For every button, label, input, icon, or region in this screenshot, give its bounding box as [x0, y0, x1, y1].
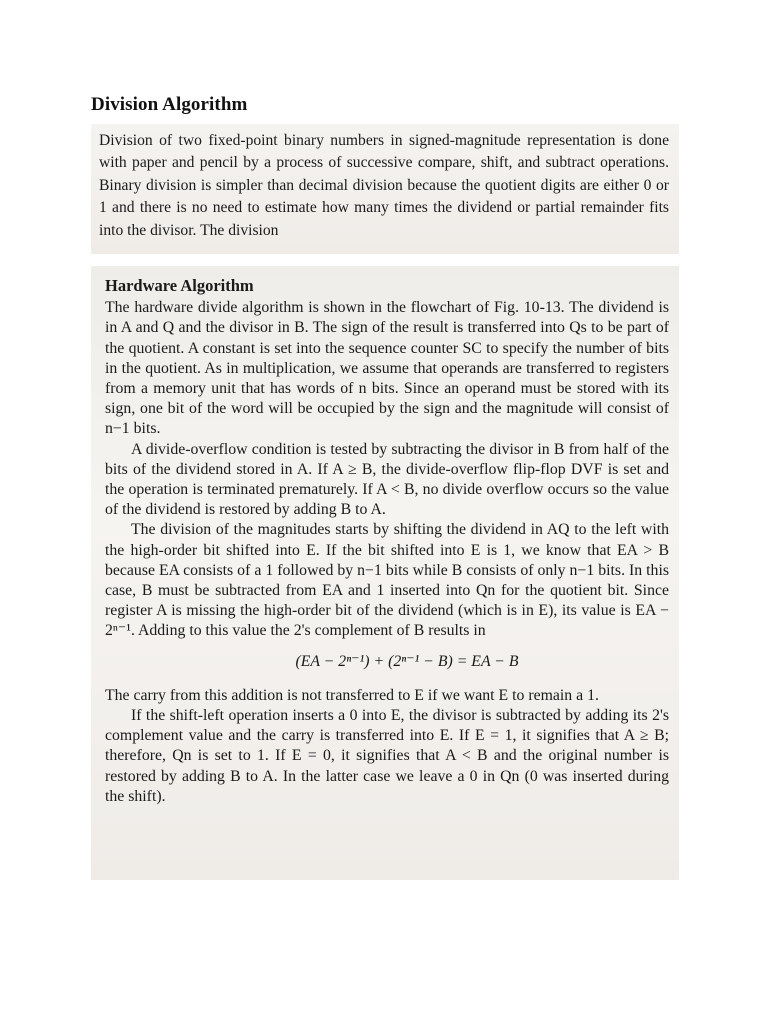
hardware-scan	[91, 266, 679, 880]
intro-paragraph: Division of two fixed-point binary numbers in signed-magnitude representation is done with paper and pencil by a process of successive compare, shift, and subtract operations. Binary division is simpler than decimal division because the quotient digits are either 0 or 1 and there is no need to estimate how many times the dividend or partial remainder fits into the divisor. The division	[99, 132, 669, 239]
hardware-paragraph-4: The carry from this addition is not transferred to E if we want E to remain a 1.	[105, 686, 599, 704]
intro-scan	[91, 124, 679, 254]
formula: (EA − 2ⁿ⁻¹) + (2ⁿ⁻¹ − B) = EA − B	[295, 652, 519, 670]
hardware-paragraph-3: The division of the magnitudes starts by shifting the dividend in AQ to the left with the high-order bit shifted into E. If the bit shifted into E is 1, we know that EA > B because EA consists of a 1 followed by n−1 bits while B consists of only n−1 bits. In this case, B must be subtracted from EA and 1 inserted into Qn for the quotient bit. Since register A is missing the high-order bit of the dividend (which is in E), its value is EA − 2ⁿ⁻¹. Adding to this value the 2's complement of B results in	[105, 521, 669, 640]
hardware-paragraph-2: A divide-overflow condition is tested by subtracting the divisor in B from half of the bits of the dividend stored in A. If A ≥ B, the divide-overflow flip-flop DVF is set and the operation is terminated prematurely. If A < B, no divide overflow occurs so the value of the dividend is restored by adding B to A.	[105, 440, 669, 519]
hardware-paragraph-5: If the shift-left operation inserts a 0 into E, the divisor is subtracted by adding its 2's complement value and the carry is transferred into E. If E = 1, it signifies that A ≥ B; therefore, Qn is set to 1. If E = 0, it signifies that A < B and the original number is restored by adding B to A. In the latter case we leave a 0 in Qn (0 was inserted during the shift).	[105, 707, 669, 805]
page-title: Division Algorithm	[91, 94, 248, 115]
section-heading: Hardware Algorithm	[105, 276, 254, 295]
hardware-paragraph-1: The hardware divide algorithm is shown in the flowchart of Fig. 10-13. The dividend is in A and Q and the divisor in B. The sign of the result is transferred into Qs to be part of the quotient. A constant is set into the sequence counter SC to specify the number of bits in the quotient. As in multiplication, we assume that operands are transferred to registers from a memory unit that has words of n bits. Since an operand must be stored with its sign, one bit of the word will be occupied by the sign and the magnitude will consist of n−1 bits.	[105, 299, 669, 438]
